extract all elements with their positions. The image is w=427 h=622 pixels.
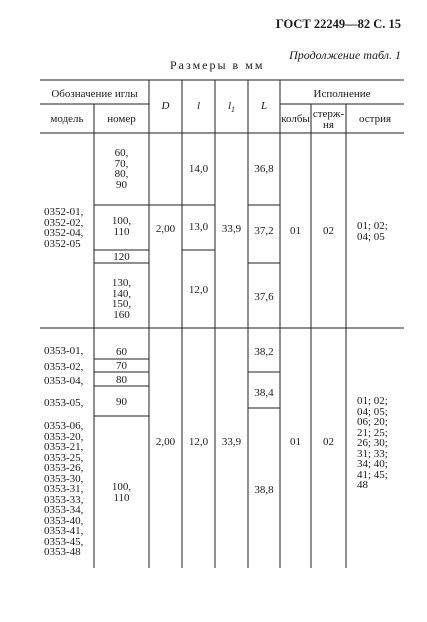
g1-l-3: 12,0: [188, 284, 209, 296]
g2-model-5: 0353-06, 0353-20, 0353-21, 0353-25, 0353-26, 0353-30, 0353-31, 0353-33, 0353-34, 0353-40, 0353-41, 0353-45, 0353-48: [44, 420, 84, 558]
page-header: ГОСТ 22249—82 С. 15: [275, 17, 401, 31]
g2-number-1: 60: [116, 346, 127, 358]
g1-number-4: 130, 140, 150, 160: [111, 277, 132, 321]
g1-shaft: 02: [323, 225, 334, 237]
g2-model-1: 0353-01,: [44, 345, 84, 357]
g2-number-4: 90: [116, 396, 127, 408]
col-flask: колбы: [281, 113, 310, 125]
g2-model-2: 0353-02,: [44, 361, 84, 373]
col-model: модель: [50, 113, 84, 125]
g1-l-1: 14,0: [188, 163, 209, 175]
g1-number-2: 100, 110: [111, 215, 132, 238]
col-shaft: стерж- ня: [312, 108, 345, 131]
g2-flask: 01: [290, 436, 301, 448]
g2-model-4: 0353-05,: [44, 397, 84, 409]
units-caption: Размеры в мм: [170, 58, 265, 72]
g2-l: 12,0: [188, 436, 209, 448]
col-l1: $l_1$: [227, 100, 236, 115]
g1-tip: 01; 02; 04; 05: [357, 220, 388, 243]
g1-D: 2,00: [155, 223, 176, 235]
g2-D: 2,00: [155, 436, 176, 448]
g1-L-2: 37,2: [254, 225, 274, 237]
g2-L-1: 38,2: [254, 346, 274, 358]
g1-number-1: 60, 70, 80, 90: [114, 147, 129, 191]
g1-flask: 01: [290, 225, 301, 237]
col-L: L: [260, 100, 268, 112]
g2-L-2: 38,4: [254, 387, 274, 399]
g1-l1: 33,9: [221, 223, 242, 235]
col-D: D: [161, 100, 170, 112]
g2-L-3: 38,8: [254, 484, 274, 496]
col-tip: острия: [358, 113, 392, 125]
g1-L-1: 36,8: [254, 163, 274, 175]
g2-l1: 33,9: [221, 436, 242, 448]
g2-model-3: 0353-04,: [44, 375, 84, 387]
col-execution: Исполнение: [313, 88, 371, 100]
g1-l-2: 13,0: [188, 221, 209, 233]
col-l: l: [196, 100, 201, 112]
col-number: номер: [107, 113, 136, 125]
g2-shaft: 02: [323, 436, 334, 448]
g2-number-2: 70: [116, 360, 127, 372]
col-designation: Обозначение иглы: [51, 88, 138, 100]
g1-models: 0352-01, 0352-02, 0352-04, 0352-05: [44, 206, 84, 250]
continuation-note: Продолжение табл. 1: [289, 48, 401, 62]
g2-number-3: 80: [116, 374, 127, 386]
g2-number-5: 100, 110: [111, 481, 132, 504]
g2-tip: 01; 02; 04; 05; 06; 20; 21; 25; 26; 30; 31; 33; 34; 40; 41; 45; 48: [357, 395, 388, 491]
g1-L-3: 37,6: [254, 291, 274, 303]
g1-number-3: 120: [113, 251, 130, 263]
